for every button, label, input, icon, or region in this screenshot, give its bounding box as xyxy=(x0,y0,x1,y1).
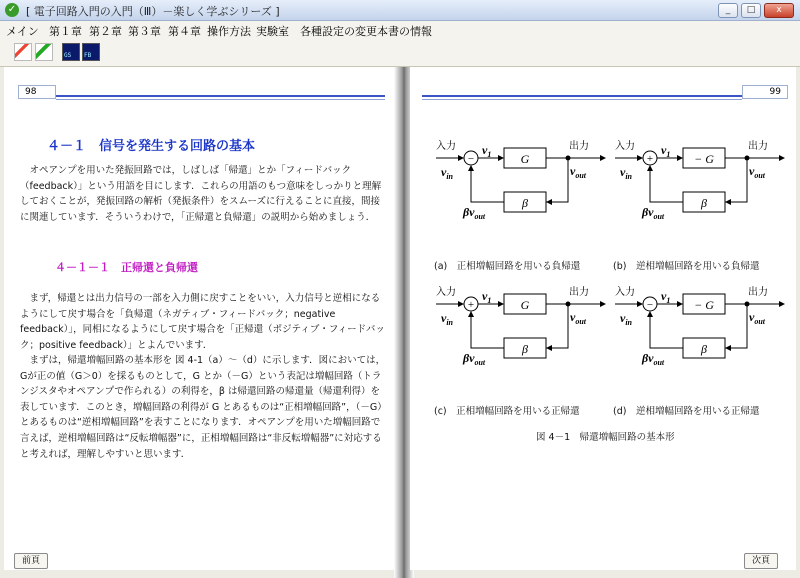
input-arrow-c xyxy=(458,301,464,307)
feedback-definition-paragraph: まず，帰還とは出力信号の一部を入力側に戻すことをいい，入力信号と逆相になるようにして戻す場合を「負帰還（ネガティブ・フィードバック；negative feedback）」，同相になるようにして戻す場合を「正帰還（ポジティブ・フィードバック；positive feedback）」とよんでいます． xyxy=(20,293,385,351)
gain-label-b: − G xyxy=(694,152,714,166)
feedback-arrow-up-a xyxy=(468,165,474,171)
block-diagram-c xyxy=(436,285,606,367)
v-in-label-b: $v_{in}$ xyxy=(620,165,632,181)
input-label-a: 入力 xyxy=(436,141,456,152)
subsection-title: ４－１－１ 正帰還と負帰還 xyxy=(55,261,198,274)
feedback-down-line-c xyxy=(546,304,568,348)
output-arrow-b xyxy=(779,155,785,161)
menu-bar xyxy=(0,21,800,39)
menu-chapter-3[interactable]: 第３章 xyxy=(128,25,161,38)
caption-a: (a) 正相増幅回路を用いる負帰還 xyxy=(434,261,581,272)
feedback-arrow-in-d xyxy=(725,345,731,351)
beta-label-b: β xyxy=(701,196,707,210)
minimize-button[interactable]: _ xyxy=(718,3,738,18)
feedback-arrow-up-c xyxy=(468,311,474,317)
forward-arrow-d xyxy=(677,301,683,307)
input-arrow-a xyxy=(458,155,464,161)
output-label-c: 出力 xyxy=(569,287,589,298)
beta-label-c: β xyxy=(522,342,528,356)
feedback-arrow-in-c xyxy=(546,345,552,351)
title-bar xyxy=(0,0,800,21)
fb-label: FB xyxy=(84,52,92,59)
book-view xyxy=(0,67,800,578)
v-out-label-d: $v_{out}$ xyxy=(749,310,765,326)
feedback-arrow-in-b xyxy=(725,199,731,205)
feedback-label-d: $\beta v_{out}$ xyxy=(642,351,665,367)
output-arrow-d xyxy=(779,301,785,307)
menu-chapter-2[interactable]: 第２章 xyxy=(89,25,122,38)
right-page xyxy=(410,67,796,570)
app-icon[interactable]: ✓ xyxy=(5,3,19,17)
output-label-b: 出力 xyxy=(748,141,768,152)
beta-label-a: β xyxy=(522,196,528,210)
left-page-number: 98 xyxy=(18,85,56,99)
feedback-arrow-up-d xyxy=(647,311,653,317)
v-in-label-a: $v_{in}$ xyxy=(441,165,453,181)
pen-green-icon[interactable] xyxy=(35,43,53,61)
v-out-label-a: $v_{out}$ xyxy=(570,164,586,180)
v1-label-d: $v_1$ xyxy=(661,289,671,305)
gain-label-d: − G xyxy=(694,298,714,312)
gs-icon[interactable] xyxy=(62,43,80,61)
feedback-down-line-d xyxy=(725,304,747,348)
figure-caption: 図 4－1 帰還増幅回路の基本形 xyxy=(536,432,675,443)
menu-main[interactable]: メイン xyxy=(6,25,39,38)
junction-sign-c: + xyxy=(467,299,475,311)
caption-d: (d) 逆相増幅回路を用いる正帰還 xyxy=(613,406,760,417)
junction-sign-a: − xyxy=(467,153,475,165)
block-diagram-d xyxy=(615,285,785,367)
menu-operation[interactable]: 操作方法 xyxy=(207,25,251,38)
block-diagram-a xyxy=(436,139,606,221)
output-label-a: 出力 xyxy=(569,141,589,152)
input-label-b: 入力 xyxy=(615,141,635,152)
next-page-button[interactable]: 次頁 xyxy=(744,553,778,569)
menu-book-info[interactable]: 本書の情報 xyxy=(377,25,432,38)
feedback-return-line-a xyxy=(471,171,504,202)
forward-arrow-c xyxy=(498,301,504,307)
feedback-return-line-d xyxy=(650,317,683,348)
v1-label-a: $v_1$ xyxy=(482,143,492,159)
fb-icon[interactable] xyxy=(82,43,100,61)
right-header-rule-thin xyxy=(422,99,742,100)
gs-label: GS xyxy=(64,52,72,59)
feedback-label-b: $\beta v_{out}$ xyxy=(642,205,665,221)
left-header-rule xyxy=(56,95,385,97)
junction-sign-d: − xyxy=(646,299,654,311)
v-in-label-d: $v_{in}$ xyxy=(620,311,632,327)
right-page-number: 99 xyxy=(742,85,788,99)
forward-arrow-b xyxy=(677,155,683,161)
input-label-d: 入力 xyxy=(615,287,635,298)
block-diagram-b xyxy=(615,139,785,221)
feedback-label-c: $\beta v_{out}$ xyxy=(463,351,486,367)
output-arrow-c xyxy=(600,301,606,307)
output-label-d: 出力 xyxy=(748,287,768,298)
section-title: ４－１ 信号を発生する回路の基本 xyxy=(47,139,256,154)
menu-chapter-1[interactable]: 第１章 xyxy=(49,25,82,38)
figure-description-paragraph: まずは，帰還増幅回路の基本形を 図 4-1（a）～（d）に示します．図においては，Gが正の値（G＞0）を採るものとして，G とか（－G）という表記は増幅回路（トランジスタやオペアンプで作られる）の利得を，β は帰還回路の帰還量（帰還利得）を表しています．このとき，増幅回路の利得が G とあるものは“正相増幅回路”，（－G）とあるものは“逆相増幅回路”を表すことになります．オペアンプを用いた増幅回路で言えば，逆相増幅回路は“反転増幅器”に，正相増幅回路は“非反転増幅器”に対応すると考えれば，理解しやすいと思います． xyxy=(20,355,387,460)
v-out-label-c: $v_{out}$ xyxy=(570,310,586,326)
input-arrow-d xyxy=(637,301,643,307)
intro-paragraph: オペアンプを用いた発振回路では，しばしば「帰還」とか「フィードバック（feedback）」という用語を目にします．これらの用語のもつ意味をしっかりと理解しておくことが，発振回路の解析（発振条件）をスムーズに行えることに直接，間接に関連しています．そういうわけで，「正帰還と負帰還」の説明から始めましょう． xyxy=(20,165,382,223)
forward-arrow-a xyxy=(498,155,504,161)
v1-label-c: $v_1$ xyxy=(482,289,492,305)
toolbar xyxy=(0,38,800,67)
input-label-c: 入力 xyxy=(436,287,456,298)
v1-label-b: $v_1$ xyxy=(661,143,671,159)
feedback-arrow-up-b xyxy=(647,165,653,171)
caption-b: (b) 逆相増幅回路を用いる負帰還 xyxy=(613,261,760,272)
feedback-return-line-c xyxy=(471,317,504,348)
feedback-down-line-b xyxy=(725,158,747,202)
prev-page-button[interactable]: 前頁 xyxy=(14,553,48,569)
v-in-label-c: $v_{in}$ xyxy=(441,311,453,327)
menu-chapter-4[interactable]: 第４章 xyxy=(168,25,201,38)
feedback-return-line-b xyxy=(650,171,683,202)
gain-label-a: G xyxy=(520,152,530,166)
feedback-arrow-in-a xyxy=(546,199,552,205)
input-arrow-b xyxy=(637,155,643,161)
left-page xyxy=(4,67,397,570)
menu-lab[interactable]: 実験室 xyxy=(256,25,289,38)
v-out-label-b: $v_{out}$ xyxy=(749,164,765,180)
junction-sign-b: + xyxy=(646,153,654,165)
menu-settings[interactable]: 各種設定の変更 xyxy=(300,25,377,38)
gain-label-c: G xyxy=(520,298,530,312)
feedback-diagrams-figure xyxy=(410,137,796,477)
feedback-down-line-a xyxy=(546,158,568,202)
pen-red-icon[interactable] xyxy=(14,43,32,61)
output-arrow-a xyxy=(600,155,606,161)
left-header-rule-thin xyxy=(56,99,385,100)
feedback-label-a: $\beta v_{out}$ xyxy=(463,205,486,221)
beta-label-d: β xyxy=(701,342,707,356)
restore-button[interactable]: □ xyxy=(741,3,761,18)
right-header-rule xyxy=(422,95,742,97)
close-button[interactable]: x xyxy=(764,3,794,18)
window-title: [ 電子回路入門の入門（Ⅲ）－楽しく学ぶシリーズ ] xyxy=(26,5,280,18)
caption-c: (c) 正相増幅回路を用いる正帰還 xyxy=(434,406,580,417)
